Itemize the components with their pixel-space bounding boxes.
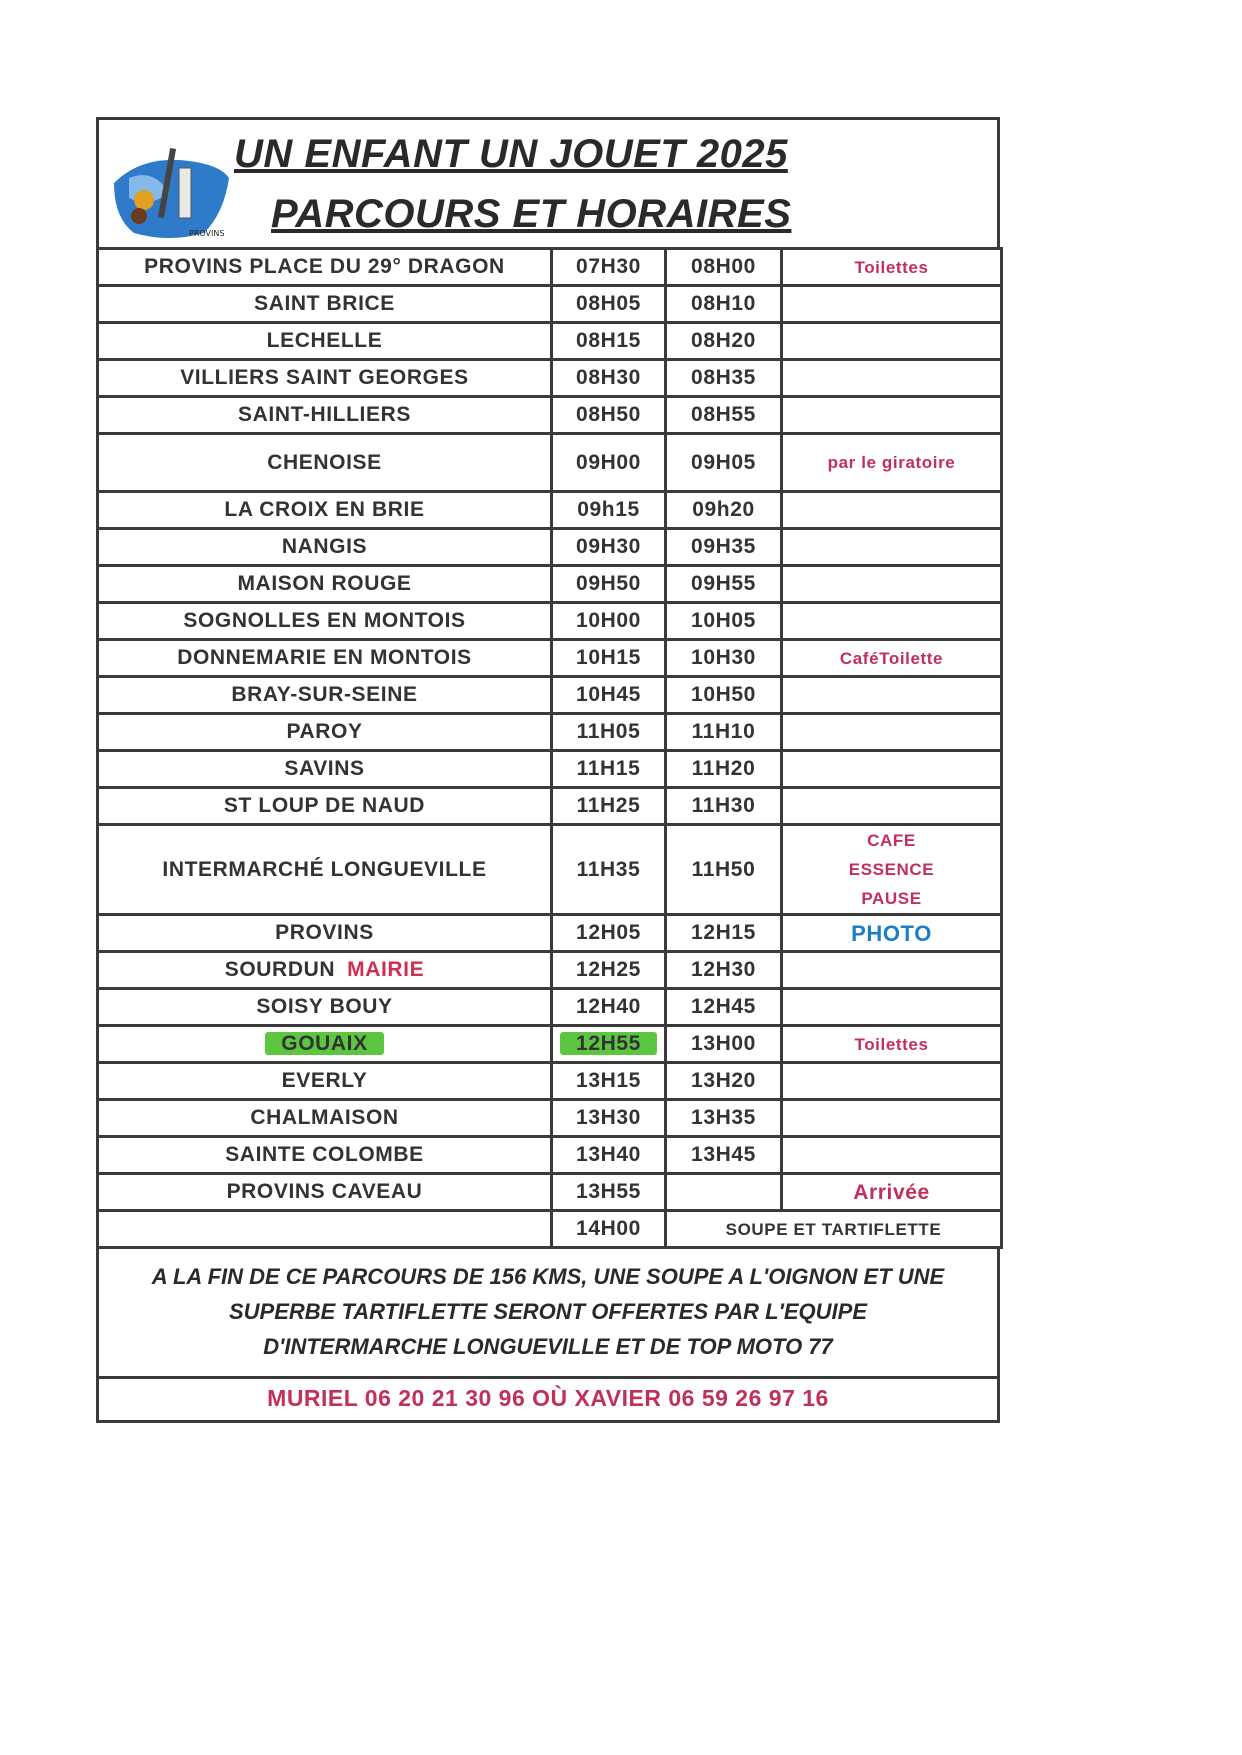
note-cell	[782, 397, 1002, 434]
place-name: BRAY-SUR-SEINE	[231, 683, 418, 706]
note-cell	[782, 603, 1002, 640]
table-row	[98, 1211, 1002, 1248]
departure-time: 12H15	[666, 915, 782, 952]
note-cell: CAFE ESSENCE PAUSE	[782, 825, 1002, 915]
note-cell: CaféToilette	[782, 640, 1002, 677]
table-row	[98, 603, 1002, 640]
place-cell	[98, 566, 552, 603]
table-row	[98, 989, 1002, 1026]
arrival-time: 13H30	[552, 1100, 666, 1137]
place-cell	[98, 1211, 552, 1248]
table-row	[98, 434, 1002, 492]
place-cell	[98, 640, 552, 677]
departure-time: 13H20	[666, 1063, 782, 1100]
arrival-time: 10H45	[552, 677, 666, 714]
place-cell	[98, 360, 552, 397]
footer-line-1: A LA FIN DE CE PARCOURS DE 156 KMS, UNE SOUPE A L'OIGNON ET UNE	[151, 1264, 945, 1289]
place-name: CHENOISE	[267, 450, 382, 474]
note-cell: Toilettes	[782, 249, 1002, 286]
table-row	[98, 751, 1002, 788]
table-row	[98, 397, 1002, 434]
arrival-time: 11H35	[552, 825, 666, 915]
arrival-time: 08H50	[552, 397, 666, 434]
departure-time	[666, 1174, 782, 1211]
departure-time: 13H00	[666, 1026, 782, 1063]
place-name: SAVINS	[284, 757, 365, 780]
place-name: SAINT-HILLIERS	[238, 403, 411, 426]
note-cell: Arrivée	[782, 1174, 1002, 1211]
place-name: LECHELLE	[266, 329, 383, 352]
arrival-time: 13H40	[552, 1137, 666, 1174]
document-header	[96, 117, 1000, 247]
provins-logo-icon	[109, 138, 234, 243]
table-row	[98, 323, 1002, 360]
arrival-time: 08H30	[552, 360, 666, 397]
table-row	[98, 788, 1002, 825]
place-name: PAROY	[286, 720, 363, 743]
contact-phones: MURIEL 06 20 21 30 96 OÙ XAVIER 06 59 26 97 16	[267, 1385, 829, 1411]
departure-time: 10H30	[666, 640, 782, 677]
place-cell	[98, 603, 552, 640]
place-name: SAINT BRICE	[254, 292, 395, 315]
place-cell	[98, 677, 552, 714]
footer-line-3: D'INTERMARCHE LONGUEVILLE ET DE TOP MOTO 77	[263, 1334, 833, 1359]
table-row	[98, 825, 1002, 915]
table-row	[98, 249, 1002, 286]
departure-time: 08H20	[666, 323, 782, 360]
place-name: LA CROIX EN BRIE	[224, 498, 425, 521]
place-name: GOUAIX	[265, 1032, 383, 1055]
final-note: SOUPE ET TARTIFLETTE	[666, 1211, 1002, 1248]
arrival-time: 10H00	[552, 603, 666, 640]
departure-time: 09H55	[666, 566, 782, 603]
place-cell	[98, 249, 552, 286]
place-cell	[98, 529, 552, 566]
place-cell	[98, 1063, 552, 1100]
departure-time: 09h20	[666, 492, 782, 529]
place-name: DONNEMARIE EN MONTOIS	[177, 646, 472, 669]
place-name: PROVINS PLACE DU 29° DRAGON	[144, 255, 505, 278]
arrival-time: 12H25	[552, 952, 666, 989]
departure-time: 12H45	[666, 989, 782, 1026]
note-cell	[782, 1100, 1002, 1137]
table-row	[98, 1174, 1002, 1211]
place-name: EVERLY	[281, 1069, 368, 1092]
place-name: SOURDUN	[224, 958, 336, 981]
arrival-time: 09H30	[552, 529, 666, 566]
arrival-time: 14H00	[552, 1211, 666, 1248]
departure-time: 13H35	[666, 1100, 782, 1137]
arrival-time: 13H15	[552, 1063, 666, 1100]
place-name: MAISON ROUGE	[237, 572, 412, 595]
place-cell	[98, 952, 552, 989]
note-cell	[782, 566, 1002, 603]
departure-time: 13H45	[666, 1137, 782, 1174]
place-cell	[98, 1137, 552, 1174]
note-cell	[782, 360, 1002, 397]
note-cell	[782, 492, 1002, 529]
place-cell	[98, 286, 552, 323]
place-cell	[98, 1100, 552, 1137]
footer-message	[99, 1249, 997, 1379]
arrival-time: 12H55	[552, 1026, 666, 1063]
place-cell	[98, 492, 552, 529]
place-name: SAINTE COLOMBE	[225, 1143, 424, 1166]
footer-line-2: SUPERBE TARTIFLETTE SERONT OFFERTES PAR L'EQUIPE	[229, 1299, 867, 1324]
place-name: PROVINS CAVEAU	[226, 1180, 423, 1203]
departure-time: 10H50	[666, 677, 782, 714]
departure-time: 08H00	[666, 249, 782, 286]
note-cell	[782, 323, 1002, 360]
place-cell	[98, 915, 552, 952]
table-row	[98, 529, 1002, 566]
arrival-time: 12H05	[552, 915, 666, 952]
schedule-document	[96, 117, 1000, 1423]
title-line-2: PARCOURS ET HORAIRES	[271, 192, 792, 236]
place-cell	[98, 714, 552, 751]
place-cell	[98, 434, 552, 492]
note-cell	[782, 952, 1002, 989]
table-row	[98, 492, 1002, 529]
departure-time: 10H05	[666, 603, 782, 640]
note-cell: Toilettes	[782, 1026, 1002, 1063]
footer	[96, 1249, 1000, 1423]
table-row	[98, 714, 1002, 751]
departure-time: 09H05	[666, 434, 782, 492]
place-cell	[98, 323, 552, 360]
arrival-time: 13H55	[552, 1174, 666, 1211]
place-cell	[98, 989, 552, 1026]
note-cell	[782, 714, 1002, 751]
departure-time: 08H55	[666, 397, 782, 434]
place-name: SOGNOLLES EN MONTOIS	[183, 609, 466, 632]
table-row	[98, 640, 1002, 677]
title-line-1: UN ENFANT UN JOUET 2025	[234, 132, 788, 176]
arrival-time: 11H25	[552, 788, 666, 825]
table-row	[98, 952, 1002, 989]
table-row	[98, 1137, 1002, 1174]
note-cell	[782, 788, 1002, 825]
place-name: NANGIS	[281, 535, 368, 558]
place-name: VILLIERS SAINT GEORGES	[180, 366, 469, 389]
table-row	[98, 1100, 1002, 1137]
arrival-time: 11H05	[552, 714, 666, 751]
departure-time: 09H35	[666, 529, 782, 566]
place-name: SOISY BOUY	[256, 995, 393, 1018]
place-cell	[98, 397, 552, 434]
place-cell	[98, 1174, 552, 1211]
departure-time: 08H10	[666, 286, 782, 323]
table-row	[98, 677, 1002, 714]
table-row	[98, 286, 1002, 323]
note-cell: PHOTO	[782, 915, 1002, 952]
departure-time: 11H50	[666, 825, 782, 915]
place-cell	[98, 751, 552, 788]
note-cell	[782, 989, 1002, 1026]
note-cell	[782, 529, 1002, 566]
place-name: CHALMAISON	[250, 1106, 399, 1129]
place-cell	[98, 1026, 552, 1063]
note-cell	[782, 751, 1002, 788]
note-cell: par le giratoire	[782, 434, 1002, 492]
table-row	[98, 1026, 1002, 1063]
arrival-time: 09H50	[552, 566, 666, 603]
note-cell	[782, 1137, 1002, 1174]
table-row	[98, 915, 1002, 952]
arrival-time: 08H05	[552, 286, 666, 323]
schedule-table	[96, 247, 1003, 1249]
place-extra: MAIRIE	[347, 958, 425, 981]
place-name: PROVINS	[275, 921, 374, 944]
svg-text:PROVINS: PROVINS	[189, 229, 225, 238]
place-name: ST LOUP DE NAUD	[223, 794, 426, 817]
arrival-time: 09H00	[552, 434, 666, 492]
arrival-time: 12H40	[552, 989, 666, 1026]
table-row	[98, 360, 1002, 397]
departure-time: 11H30	[666, 788, 782, 825]
place-cell	[98, 825, 552, 915]
place-cell	[98, 788, 552, 825]
arrival-time: 11H15	[552, 751, 666, 788]
arrival-time: 09h15	[552, 492, 666, 529]
departure-time: 11H10	[666, 714, 782, 751]
departure-time: 12H30	[666, 952, 782, 989]
note-cell	[782, 286, 1002, 323]
place-name: INTERMARCHÉ LONGUEVILLE	[162, 857, 487, 881]
arrival-time: 10H15	[552, 640, 666, 677]
table-row	[98, 1063, 1002, 1100]
table-row	[98, 566, 1002, 603]
arrival-time: 07H30	[552, 249, 666, 286]
departure-time: 11H20	[666, 751, 782, 788]
departure-time: 08H35	[666, 360, 782, 397]
note-cell	[782, 677, 1002, 714]
note-cell	[782, 1063, 1002, 1100]
arrival-time: 08H15	[552, 323, 666, 360]
